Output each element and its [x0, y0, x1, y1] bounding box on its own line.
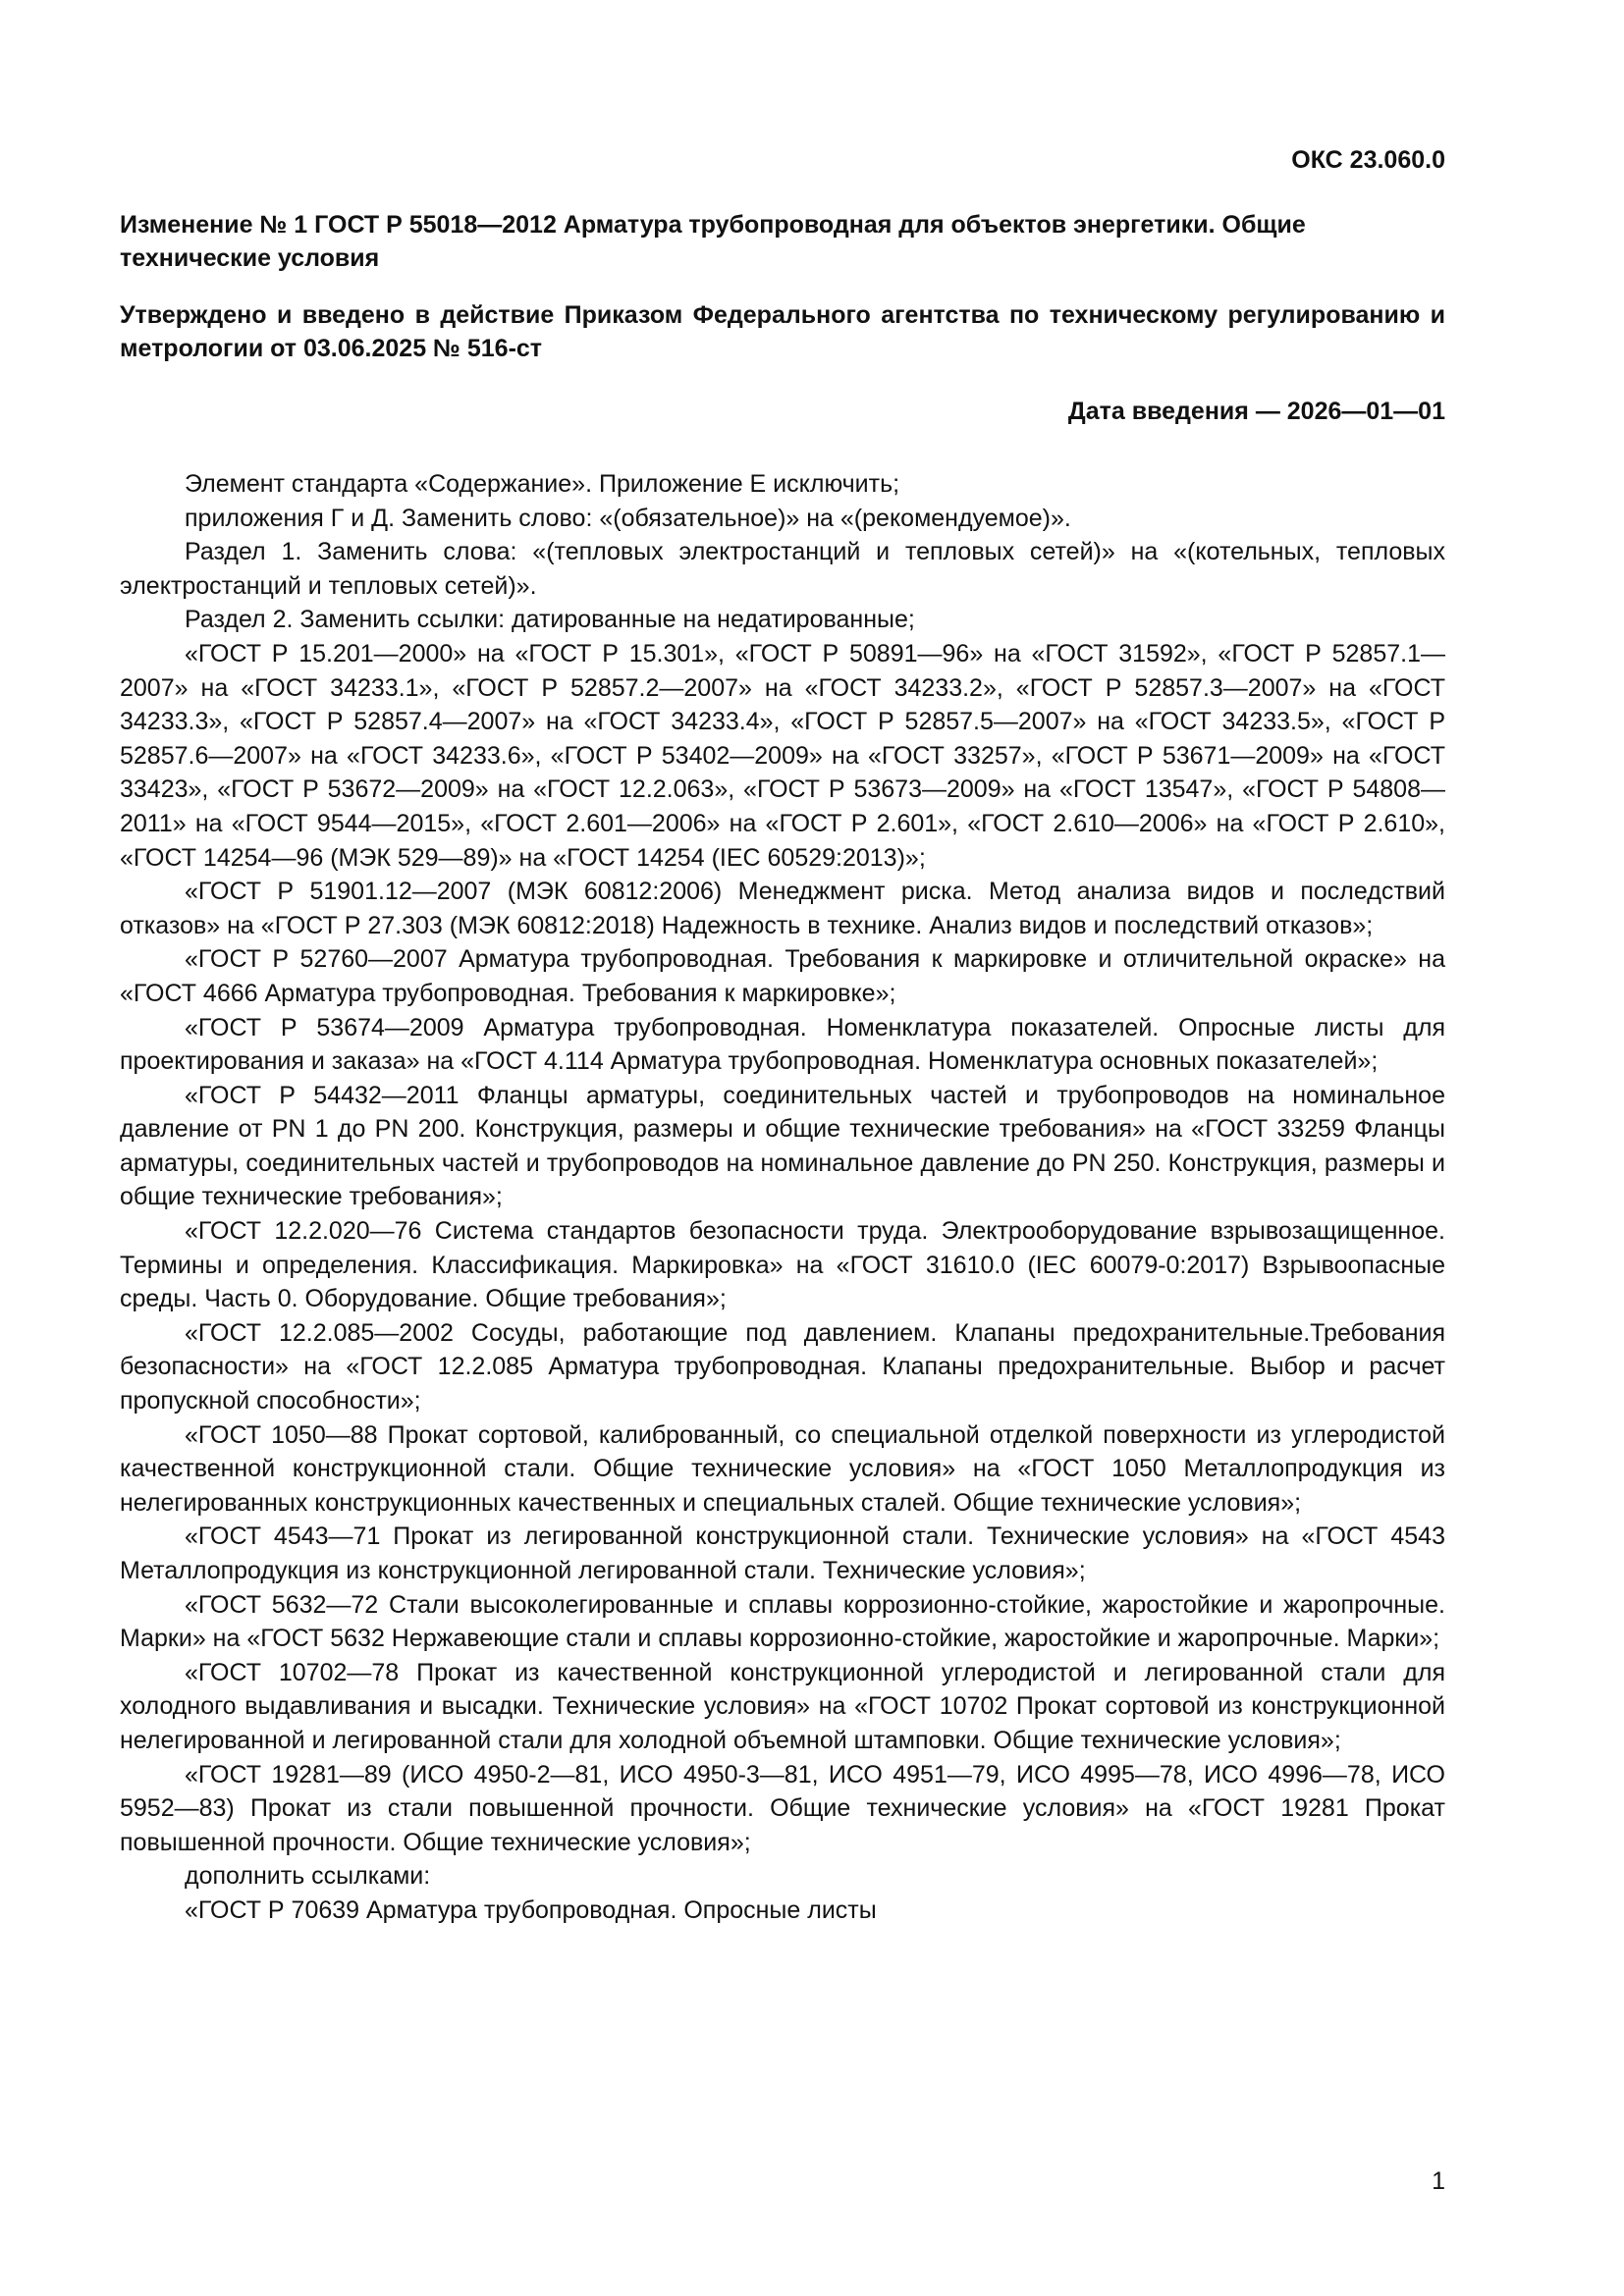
paragraph: «ГОСТ Р 53674—2009 Арматура трубопроводная. Номенклатура показателей. Опросные листы для проектирования и заказа» на «ГОСТ 4.114 Арматура трубопроводная. Номенклатура основных показателей»;: [120, 1013, 1445, 1076]
approval-statement: Утверждено и введено в действие Приказом Федерального агентства по техническому регулированию и метрологии от 03.06.2025 № 516-ст: [120, 301, 1445, 362]
paragraph: «ГОСТ Р 52760—2007 Арматура трубопроводная. Требования к маркировке и отличительной окраске» на «ГОСТ 4666 Арматура трубопроводная. Требования к маркировке»;: [120, 945, 1445, 1007]
paragraph: «ГОСТ 12.2.020—76 Система стандартов безопасности труда. Электрооборудование взрывозащищенное. Термины и определения. Классификация. Маркировка» на «ГОСТ 31610.0 (IEC 60079-0:2017) Взрывоопасные среды. Часть 0. Оборудование. Общие требования»;: [120, 1217, 1445, 1313]
paragraph: «ГОСТ 1050—88 Прокат сортовой, калиброванный, со специальной отделкой поверхности из углеродистой качественной конструкционной стали. Общие технические условия» на «ГОСТ 1050 Металлопродукция из нелегированных конструкционных качественных и специальных сталей. Общие технические условия»;: [120, 1420, 1445, 1517]
amendment-title: Изменение № 1 ГОСТ Р 55018—2012 Арматура трубопроводная для объектов энергетики. Общие технические условия: [120, 211, 1306, 272]
paragraph: «ГОСТ Р 15.201—2000» на «ГОСТ Р 15.301», «ГОСТ Р 50891—96» на «ГОСТ 31592», «ГОСТ Р 52857.1—2007» на «ГОСТ 34233.1», «ГОСТ Р 52857.2—2007» на «ГОСТ 34233.2», «ГОСТ Р 52857.3—2007» на «ГОСТ 34233.3», «ГОСТ Р 52857.4—2007» на «ГОСТ 34233.4», «ГОСТ Р 52857.5—2007» на «ГОСТ 34233.5», «ГОСТ Р 52857.6—2007» на «ГОСТ 34233.6», «ГОСТ Р 53402—2009» на «ГОСТ 33257», «ГОСТ Р 53671—2009» на «ГОСТ 33423», «ГОСТ Р 53672—2009» на «ГОСТ 12.2.063», «ГОСТ Р 53673—2009» на «ГОСТ 13547», «ГОСТ Р 54808—2011» на «ГОСТ 9544—2015», «ГОСТ 2.601—2006» на «ГОСТ Р 2.601», «ГОСТ 2.610—2006» на «ГОСТ Р 2.610», «ГОСТ 14254—96 (МЭК 529—89)» на «ГОСТ 14254 (IEC 60529:2013)»;: [120, 639, 1445, 872]
paragraph: «ГОСТ Р 54432—2011 Фланцы арматуры, соединительных частей и трубопроводов на номинальное давление от PN 1 до PN 200. Конструкция, размеры и общие технические требования» на «ГОСТ 33259 Фланцы арматуры, соединительных частей и трубопроводов на номинальное давление до PN 250. Конструкция, размеры и общие технические требования»;: [120, 1081, 1445, 1211]
paragraph: «ГОСТ 19281—89 (ИСО 4950-2—81, ИСО 4950-3—81, ИСО 4951—79, ИСО 4995—78, ИСО 4996—78, ИСО 5952—83) Прокат из стали повышенной прочности. Общие технические условия» на «ГОСТ 19281 Прокат повышенной прочности. Общие технические условия»;: [120, 1760, 1445, 1856]
oks-code: ОКС 23.060.0: [1291, 146, 1445, 174]
paragraph: приложения Г и Д. Заменить слово: «(обязательное)» на «(рекомендуемое)».: [185, 504, 1071, 532]
paragraph: Элемент стандарта «Содержание». Приложение Е исключить;: [185, 470, 900, 498]
document-body: [120, 467, 1445, 1928]
page-number: 1: [1432, 2167, 1445, 2195]
page-content: [120, 143, 1445, 1928]
effective-date: Дата введения — 2026—01—01: [1067, 398, 1445, 425]
paragraph: «ГОСТ Р 51901.12—2007 (МЭК 60812:2006) Менеджмент риска. Метод анализа видов и последствий отказов» на «ГОСТ Р 27.303 (МЭК 60812:2018) Надежность в технике. Анализ видов и последствий отказов»;: [120, 878, 1445, 939]
paragraph: «ГОСТ Р 70639 Арматура трубопроводная. Опросные листы: [185, 1896, 877, 1924]
paragraph: «ГОСТ 12.2.085—2002 Сосуды, работающие под давлением. Клапаны предохранительные.Требования безопасности» на «ГОСТ 12.2.085 Арматура трубопроводная. Клапаны предохранительные. Выбор и расчет пропускной способности»;: [120, 1318, 1445, 1415]
paragraph: дополнить ссылками:: [185, 1862, 431, 1891]
paragraph: Раздел 2. Заменить ссылки: датированные на недатированные;: [185, 606, 915, 634]
paragraph: «ГОСТ 4543—71 Прокат из легированной конструкционной стали. Технические условия» на «ГОСТ 4543 Металлопродукция из конструкционной легированной стали. Технические условия»;: [120, 1522, 1445, 1584]
paragraph: Раздел 1. Заменить слова: «(тепловых электростанций и тепловых сетей)» на «(котельных, тепловых электростанций и тепловых сетей)».: [120, 538, 1445, 600]
paragraph: «ГОСТ 5632—72 Стали высоколегированные и сплавы коррозионно-стойкие, жаростойкие и жаропрочные. Марки» на «ГОСТ 5632 Нержавеющие стали и сплавы коррозионно-стойкие, жаростойкие и жаропрочные. Марки»;: [120, 1590, 1445, 1653]
paragraph: «ГОСТ 10702—78 Прокат из качественной конструкционной углеродистой и легированной стали для холодного выдавливания и высадки. Технические условия» на «ГОСТ 10702 Прокат сортовой из конструкционной нелегированной и легированной стали для холодной объемной штамповки. Общие технические условия»;: [120, 1658, 1445, 1754]
